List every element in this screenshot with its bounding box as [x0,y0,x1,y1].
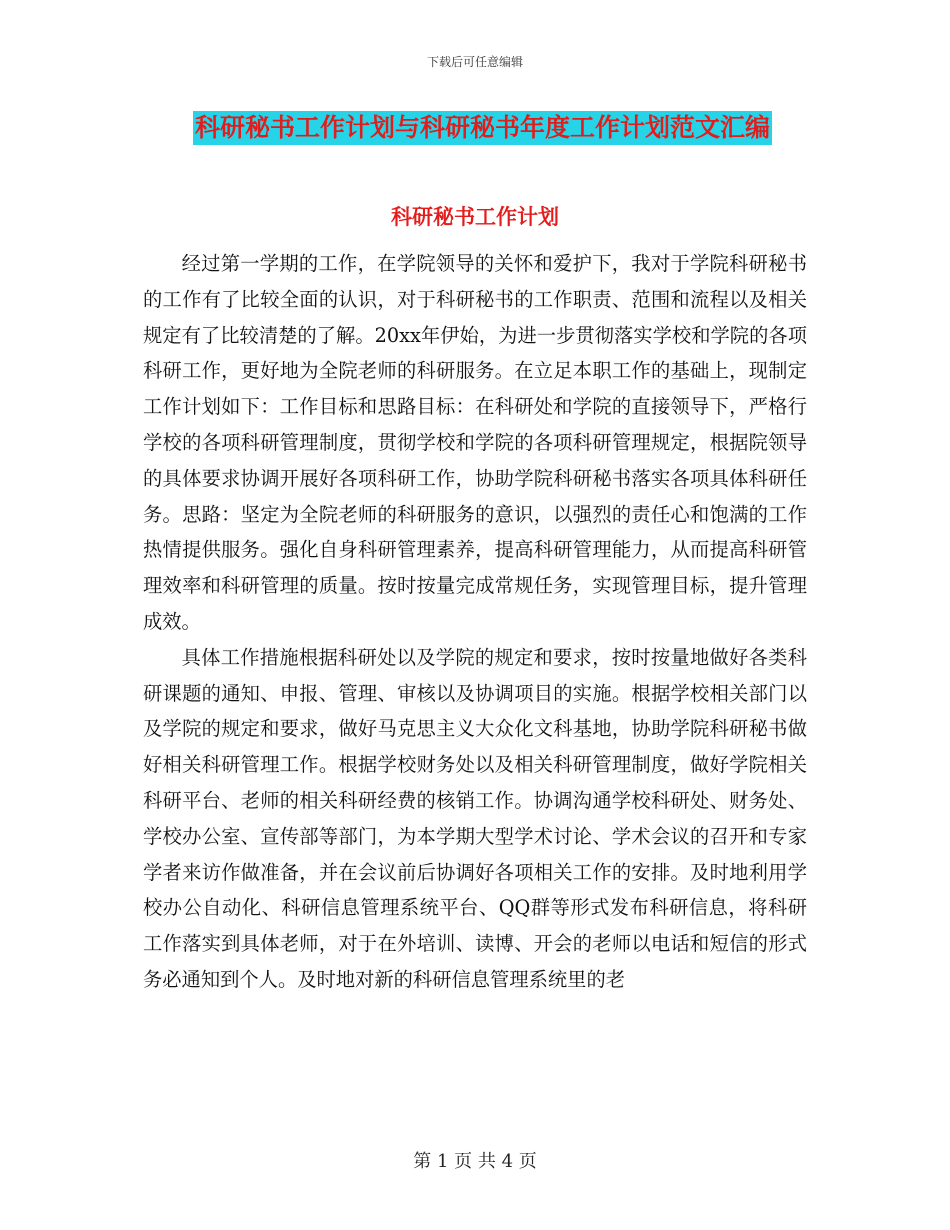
section-title: 科研秘书工作计划 [391,204,559,229]
document-body [143,246,807,998]
paragraph: 具体工作措施根据科研处以及学院的规定和要求，按时按量地做好各类科研课题的通知、申报、管理、审核以及协调项目的实施。根据学校相关部门以及学院的规定和要求，做好马克思主义大众化文科基地，协助学院科研秘书做好相关科研管理工作。根据学校财务处以及相关科研管理制度，做好学院相关科研平台、老师的相关科研经费的核销工作。协调沟通学校科研处、财务处、学校办公室、宣传部等部门，为本学期大型学术讨论、学术会议的召开和专家学者来访作做准备，并在会议前后协调好各项相关工作的安排。及时地利用学校办公自动化、科研信息管理系统平台、QQ群等形式发布科研信息，将科研工作落实到具体老师，对于在外培训、读博、开会的老师以电话和短信的形式务必通知到个人。及时地对新的科研信息管理系统里的老 [143,645,807,991]
paragraph: 经过第一学期的工作，在学院领导的关怀和爱护下，我对于学院科研秘书的工作有了比较全面的认识，对于科研秘书的工作职责、范围和流程以及相关规定有了比较清楚的了解。20xx年伊始，为进一步贯彻落实学校和学院的各项科研工作，更好地为全院老师的科研服务。在立足本职工作的基础上，现制定工作计划如下：工作目标和思路目标：在科研处和学院的直接领导下，严格行学校的各项科研管理制度，贯彻学校和学院的各项科研管理规定，根据院领导的具体要求协调开展好各项科研工作，协助学院科研秘书落实各项具体科研任务。思路：坚定为全院老师的科研服务的意识，以强烈的责任心和饱满的工作热情提供服务。强化自身科研管理素养，提高科研管理能力，从而提高科研管理效率和科研管理的质量。按时按量完成常规任务，实现管理目标，提升管理成效。 [143,252,807,633]
page-header-note: 下载后可任意编辑 [426,55,523,69]
document-title: 科研秘书工作计划与科研秘书年度工作计划范文汇编 [193,111,772,145]
page-number: 第 1 页 共 4 页 [413,1151,537,1172]
